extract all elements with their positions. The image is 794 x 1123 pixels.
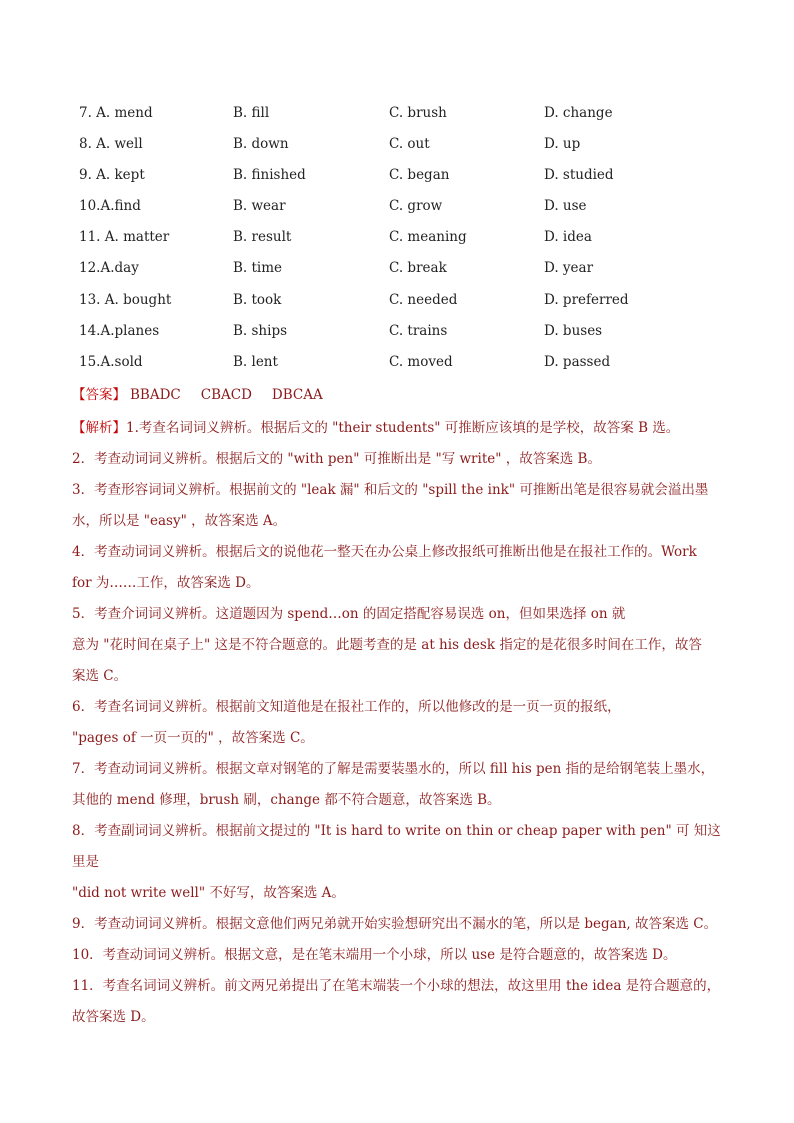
option-c: C. break [389,260,447,277]
option-a: 8. A. well [79,136,143,153]
option-b: B. finished [233,167,306,184]
option-c: C. grow [389,198,443,215]
answer-group: CBACD [200,387,252,403]
analysis-line: 案选 C。 [72,668,128,684]
option-a: 14.A.planes [79,322,160,339]
option-d: D. idea [544,229,592,246]
option-a: 10.A.find [79,198,141,215]
option-b: B. result [233,229,292,246]
answer-tag: 【答案】 [72,387,126,403]
option-c: C. meaning [389,229,467,246]
option-d: D. up [544,136,581,153]
option-b: B. took [233,291,282,308]
option-d: D. change [544,105,613,121]
answer-line [72,383,339,403]
answer-group: DBCAA [271,387,323,403]
analysis-line: 11．考查名词词义辨析。前文两兄弟提出了在笔末端装一个小球的想法，故这里用 the idea 是符合题意的， [72,978,721,994]
option-c: C. moved [389,353,453,370]
option-d: D. preferred [544,291,629,308]
option-row [79,318,729,349]
option-a: 11. A. matter [79,229,170,246]
analysis-line: "pages of 一页一页的" ，故答案选 C。 [72,730,314,746]
option-row [79,349,729,380]
analysis-line: 故答案选 D。 [72,1009,155,1025]
option-row [79,224,729,255]
analysis-section [72,413,722,1033]
analysis-line: 2．考查动词词义辨析。根据后文的 "with pen" 可推断出是 "写 write" ，故答案选 B。 [72,451,601,467]
analysis-line: 5．考查介词词义辨析。这道题因为 spend…on 的固定搭配容易误选 on，但如果选择 on 就 [72,606,626,622]
option-c: C. trains [389,322,448,339]
option-c: C. needed [389,291,458,308]
option-b: B. down [233,136,289,153]
option-row [79,162,729,193]
analysis-line: 3．考查形容词词义辨析。根据前文的 "leak 漏" 和后文的 "spill the ink" 可推断出笔是很容易就会溢出墨 [72,482,709,498]
option-a: 12.A.day [79,260,139,277]
option-d: D. buses [544,322,603,339]
analysis-line: 8．考查副词词义辨析。根据前文提过的 "It is hard to write on thin or cheap paper with pen" 可 知这里是 [72,823,721,870]
option-b: B. time [233,260,283,277]
analysis-line: 水，所以是 "easy" ，故答案选 A。 [72,513,287,529]
option-d: D. passed [544,353,611,370]
analysis-line [72,413,722,444]
option-b: B. fill [233,105,270,121]
option-d: D. studied [544,167,614,184]
option-b: B. wear [233,198,286,215]
option-b: B. ships [233,322,288,339]
analysis-tag: 【解析】 [72,420,126,436]
analysis-text: 1.考查名词词义辨析。根据后文的 "their students" 可推断应该填的是学校，故答案 B 选。 [126,420,680,436]
analysis-line: 4．考查动词词义辨析。根据后文的说他花一整天在办公桌上修改报纸可推断出他是在报社工作的。Work [72,544,697,560]
option-a: 13. A. bought [79,291,172,308]
option-c: C. brush [389,105,447,121]
option-row [79,100,729,131]
option-d: D. year [544,260,594,277]
analysis-line: "did not write well" 不好写，故答案选 A。 [72,885,345,901]
option-row [79,193,729,224]
option-a: 15.A.sold [79,353,143,370]
option-row [79,287,729,318]
analysis-line: 6．考查名词词义辨析。根据前文知道他是在报社工作的，所以他修改的是一页一页的报纸， [72,699,621,715]
option-a: 7. A. mend [79,105,153,121]
option-row [79,255,729,286]
answer-group: BBADC [130,387,181,403]
option-c: C. began [389,167,450,184]
analysis-line: for 为……工作，故答案选 D。 [72,575,260,591]
analysis-line: 7．考查动词词义辨析。根据文章对钢笔的了解是需要装墨水的，所以 fill his pen 指的是给钢笔装上墨水， [72,761,715,777]
analysis-line: 其他的 mend 修理，brush 刷，change 都不符合题意，故答案选 B。 [72,792,501,808]
option-b: B. lent [233,353,278,370]
option-a: 9. A. kept [79,167,145,184]
option-d: D. use [544,198,587,215]
analysis-line: 9．考查动词词义辨析。根据文意他们两兄弟就开始实验想研究出不漏水的笔，所以是 began, 故答案选 C。 [72,916,718,932]
analysis-line: 意为 "花时间在桌子上" 这是不符合题意的。此题考查的是 at his desk 指定的是花很多时间在工作，故答 [72,637,702,653]
option-c: C. out [389,136,430,153]
options-table [79,100,729,380]
option-row [79,131,729,162]
analysis-line: 10．考查动词词义辨析。根据文意，是在笔末端用一个小球，所以 use 是符合题意的，故答案选 D。 [72,947,677,963]
